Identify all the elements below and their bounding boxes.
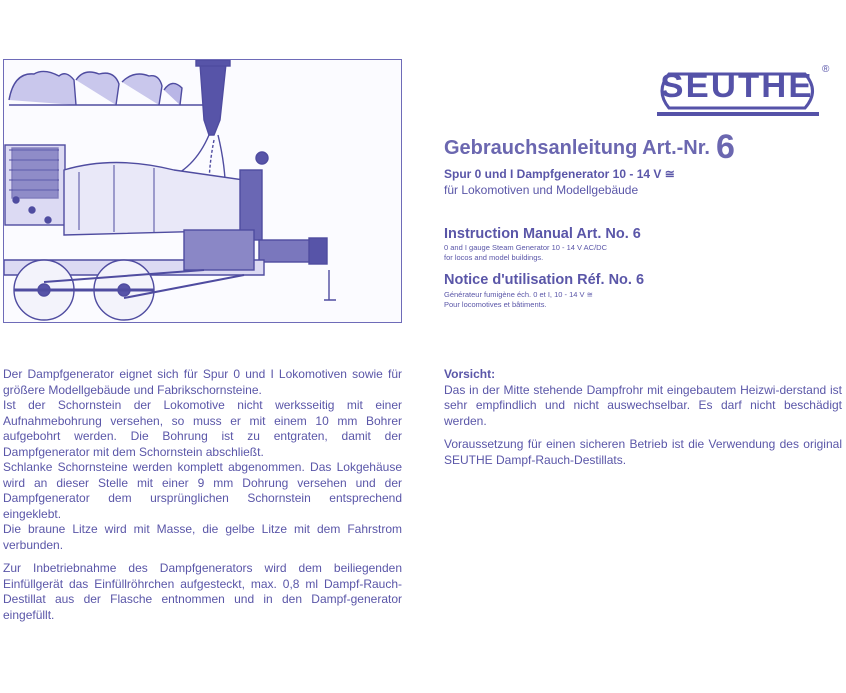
title-french: Notice d'utilisation Réf. No. 6 [444,272,645,288]
locomotive-illustration [3,59,402,323]
seuthe-logo [655,64,835,122]
subtitle-german-line2: für Lokomotiven und Modellgebäude [444,183,639,197]
paragraph-slim-chimneys: Schlanke Schornsteine werden komplett abgenommen. Das Lokgehäuse wird an dieser Stelle mit einer 9 mm Dohrung versehen und der Dampfgenerator dem ursprünglichen Schornstein entsprechend eingeklebt. [3,460,402,521]
article-number: 6 [715,128,735,166]
title-german-text: Gebrauchsanleitung Art.-Nr. [444,137,710,159]
paragraph-suitability: Der Dampfgenerator eignet sich für Spur 0 und I Lokomotiven sowie für größere Modellgebäude und Fabrikschornsteine. [3,367,402,397]
subtitle-english-line1: 0 and I gauge Steam Generator 10 - 14 V AC/DC [444,243,608,252]
registered-mark: ® [822,64,830,75]
title-english: Instruction Manual Art. No. 6 [444,226,641,242]
paragraph-distillate: Voraussetzung für einen sicheren Betrieb ist die Verwendung des original SEUTHE Dampf-Rauch-Destillats. [444,437,842,467]
caution-right-column [444,367,842,468]
locomotive-drawing [4,60,402,323]
caution-heading: Vorsicht: [444,367,496,381]
logo-text: SEUTHE [660,67,814,104]
subtitle-german-line1: Spur 0 und I Dampfgenerator 10 - 14 V ≅ [444,167,675,181]
paragraph-drilling: Ist der Schornstein der Lokomotive nicht werksseitig mit einer Aufnahmebohrung versehen, so muss er mit einem 10 mm Bohrer aufgebohrt werden. Die Bohrung ist zu entgraten, damit der Dampfgenerator mit dem Schornstein abschließt. [3,398,402,459]
subtitle-french-line2: Pour locomotives et bâtiments. [444,300,547,309]
paragraph-wiring: Die braune Litze wird mit Masse, die gelbe Litze mit dem Fahrstrom verbunden. [3,522,402,552]
subtitle-french-line1: Générateur fumigène éch. 0 et I, 10 - 14 V ≅ [444,290,593,299]
paragraph-steam-tube: Das in der Mitte stehende Dampfrohr mit eingebautem Heizwi-derstand ist sehr empfindlich und nicht auswechselbar. Es darf nicht beschädigt werden. [444,382,842,428]
title-german [444,128,735,167]
paragraph-filling: Zur Inbetriebnahme des Dampfgenerators wird dem beiliegenden Einfüllgerät das Einfüllröhrchen aufgesteckt, max. 0,8 ml Dampf-Rauch-Destillat aus der Flasche entnommen und in den Dampf-generator eingefüllt. [3,561,402,622]
subtitle-english-line2: for locos and model buildings. [444,253,544,262]
instructions-left-column [3,367,402,623]
